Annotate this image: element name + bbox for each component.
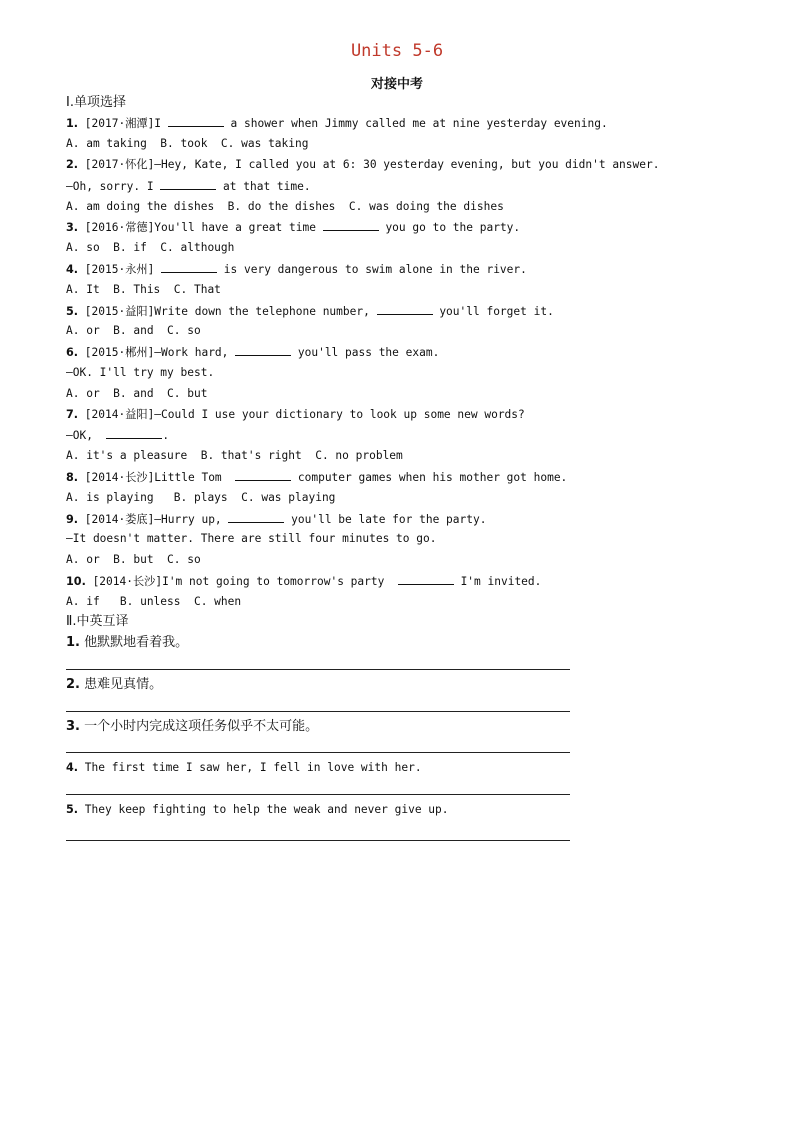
question-2: 2. [2017·怀化]—Hey, Kate, I called you at 6: 30 yesterday evening, but you didn't answer. (66, 158, 660, 171)
question-1-options: A. am taking B. took C. was taking (66, 137, 309, 150)
translation-item-1: 1. 他默默地看着我。 (66, 635, 189, 650)
answer-line[interactable] (66, 711, 570, 712)
question-3-options: A. so B. if C. although (66, 241, 235, 254)
answer-line[interactable] (66, 794, 570, 795)
answer-blank[interactable] (323, 220, 379, 231)
question-9-options: A. or B. but C. so (66, 553, 201, 566)
answer-blank[interactable] (235, 345, 291, 356)
question-8-options: A. is playing B. plays C. was playing (66, 491, 336, 504)
answer-blank[interactable] (168, 116, 224, 127)
question-6: 6. [2015·郴州]—Work hard, you'll pass the exam. (66, 346, 440, 359)
answer-blank[interactable] (235, 470, 291, 481)
question-7-options: A. it's a pleasure B. that's right C. no problem (66, 449, 403, 462)
answer-blank[interactable] (160, 179, 216, 190)
answer-blank[interactable] (106, 428, 162, 439)
answer-blank[interactable] (377, 304, 433, 315)
answer-line[interactable] (66, 752, 570, 753)
question-5-options: A. or B. and C. so (66, 324, 201, 337)
question-7: 7. [2014·益阳]—Could I use your dictionary to look up some new words? (66, 408, 525, 421)
answer-blank[interactable] (161, 262, 217, 273)
question-9-reply: —It doesn't matter. There are still four minutes to go. (66, 532, 437, 545)
answer-line[interactable] (66, 669, 570, 670)
question-4: 4. [2015·永州] is very dangerous to swim alone in the river. (66, 263, 527, 276)
question-2-options: A. am doing the dishes B. do the dishes C. was doing the dishes (66, 200, 504, 213)
question-8: 8. [2014·长沙]Little Tom computer games when his mother got home. (66, 471, 568, 484)
translation-item-4: 4. The first time I saw her, I fell in love with her. (66, 761, 422, 774)
translation-item-3: 3. 一个小时内完成这项任务似乎不太可能。 (66, 719, 319, 734)
question-9: 9. [2014·娄底]—Hurry up, you'll be late for the party. (66, 513, 487, 526)
answer-blank[interactable] (228, 512, 284, 523)
section-2-heading: Ⅱ.中英互译 (66, 614, 129, 629)
question-1: 1. [2017·湘潭]I a shower when Jimmy called me at nine yesterday evening. (66, 117, 608, 130)
section-1-heading: Ⅰ.单项选择 (66, 95, 126, 110)
question-6-options: A. or B. and C. but (66, 387, 208, 400)
question-10-options: A. if B. unless C. when (66, 595, 242, 608)
page-subtitle: 对接中考 (370, 77, 423, 92)
question-10: 10. [2014·长沙]I'm not going to tomorrow's party I'm invited. (66, 575, 542, 588)
answer-blank[interactable] (398, 574, 454, 585)
answer-line[interactable] (66, 840, 570, 841)
page-title: Units 5-6 (350, 41, 444, 61)
question-7-reply: —OK, . (66, 429, 170, 442)
translation-item-5: 5. They keep fighting to help the weak and never give up. (66, 803, 449, 816)
question-6-reply: —OK. I'll try my best. (66, 366, 215, 379)
question-3: 3. [2016·常德]You'll have a great time you go to the party. (66, 221, 521, 234)
question-2-reply: —Oh, sorry. I at that time. (66, 180, 311, 193)
translation-item-2: 2. 患难见真情。 (66, 677, 163, 692)
question-4-options: A. It B. This C. That (66, 283, 221, 296)
question-5: 5. [2015·益阳]Write down the telephone number, you'll forget it. (66, 305, 554, 318)
